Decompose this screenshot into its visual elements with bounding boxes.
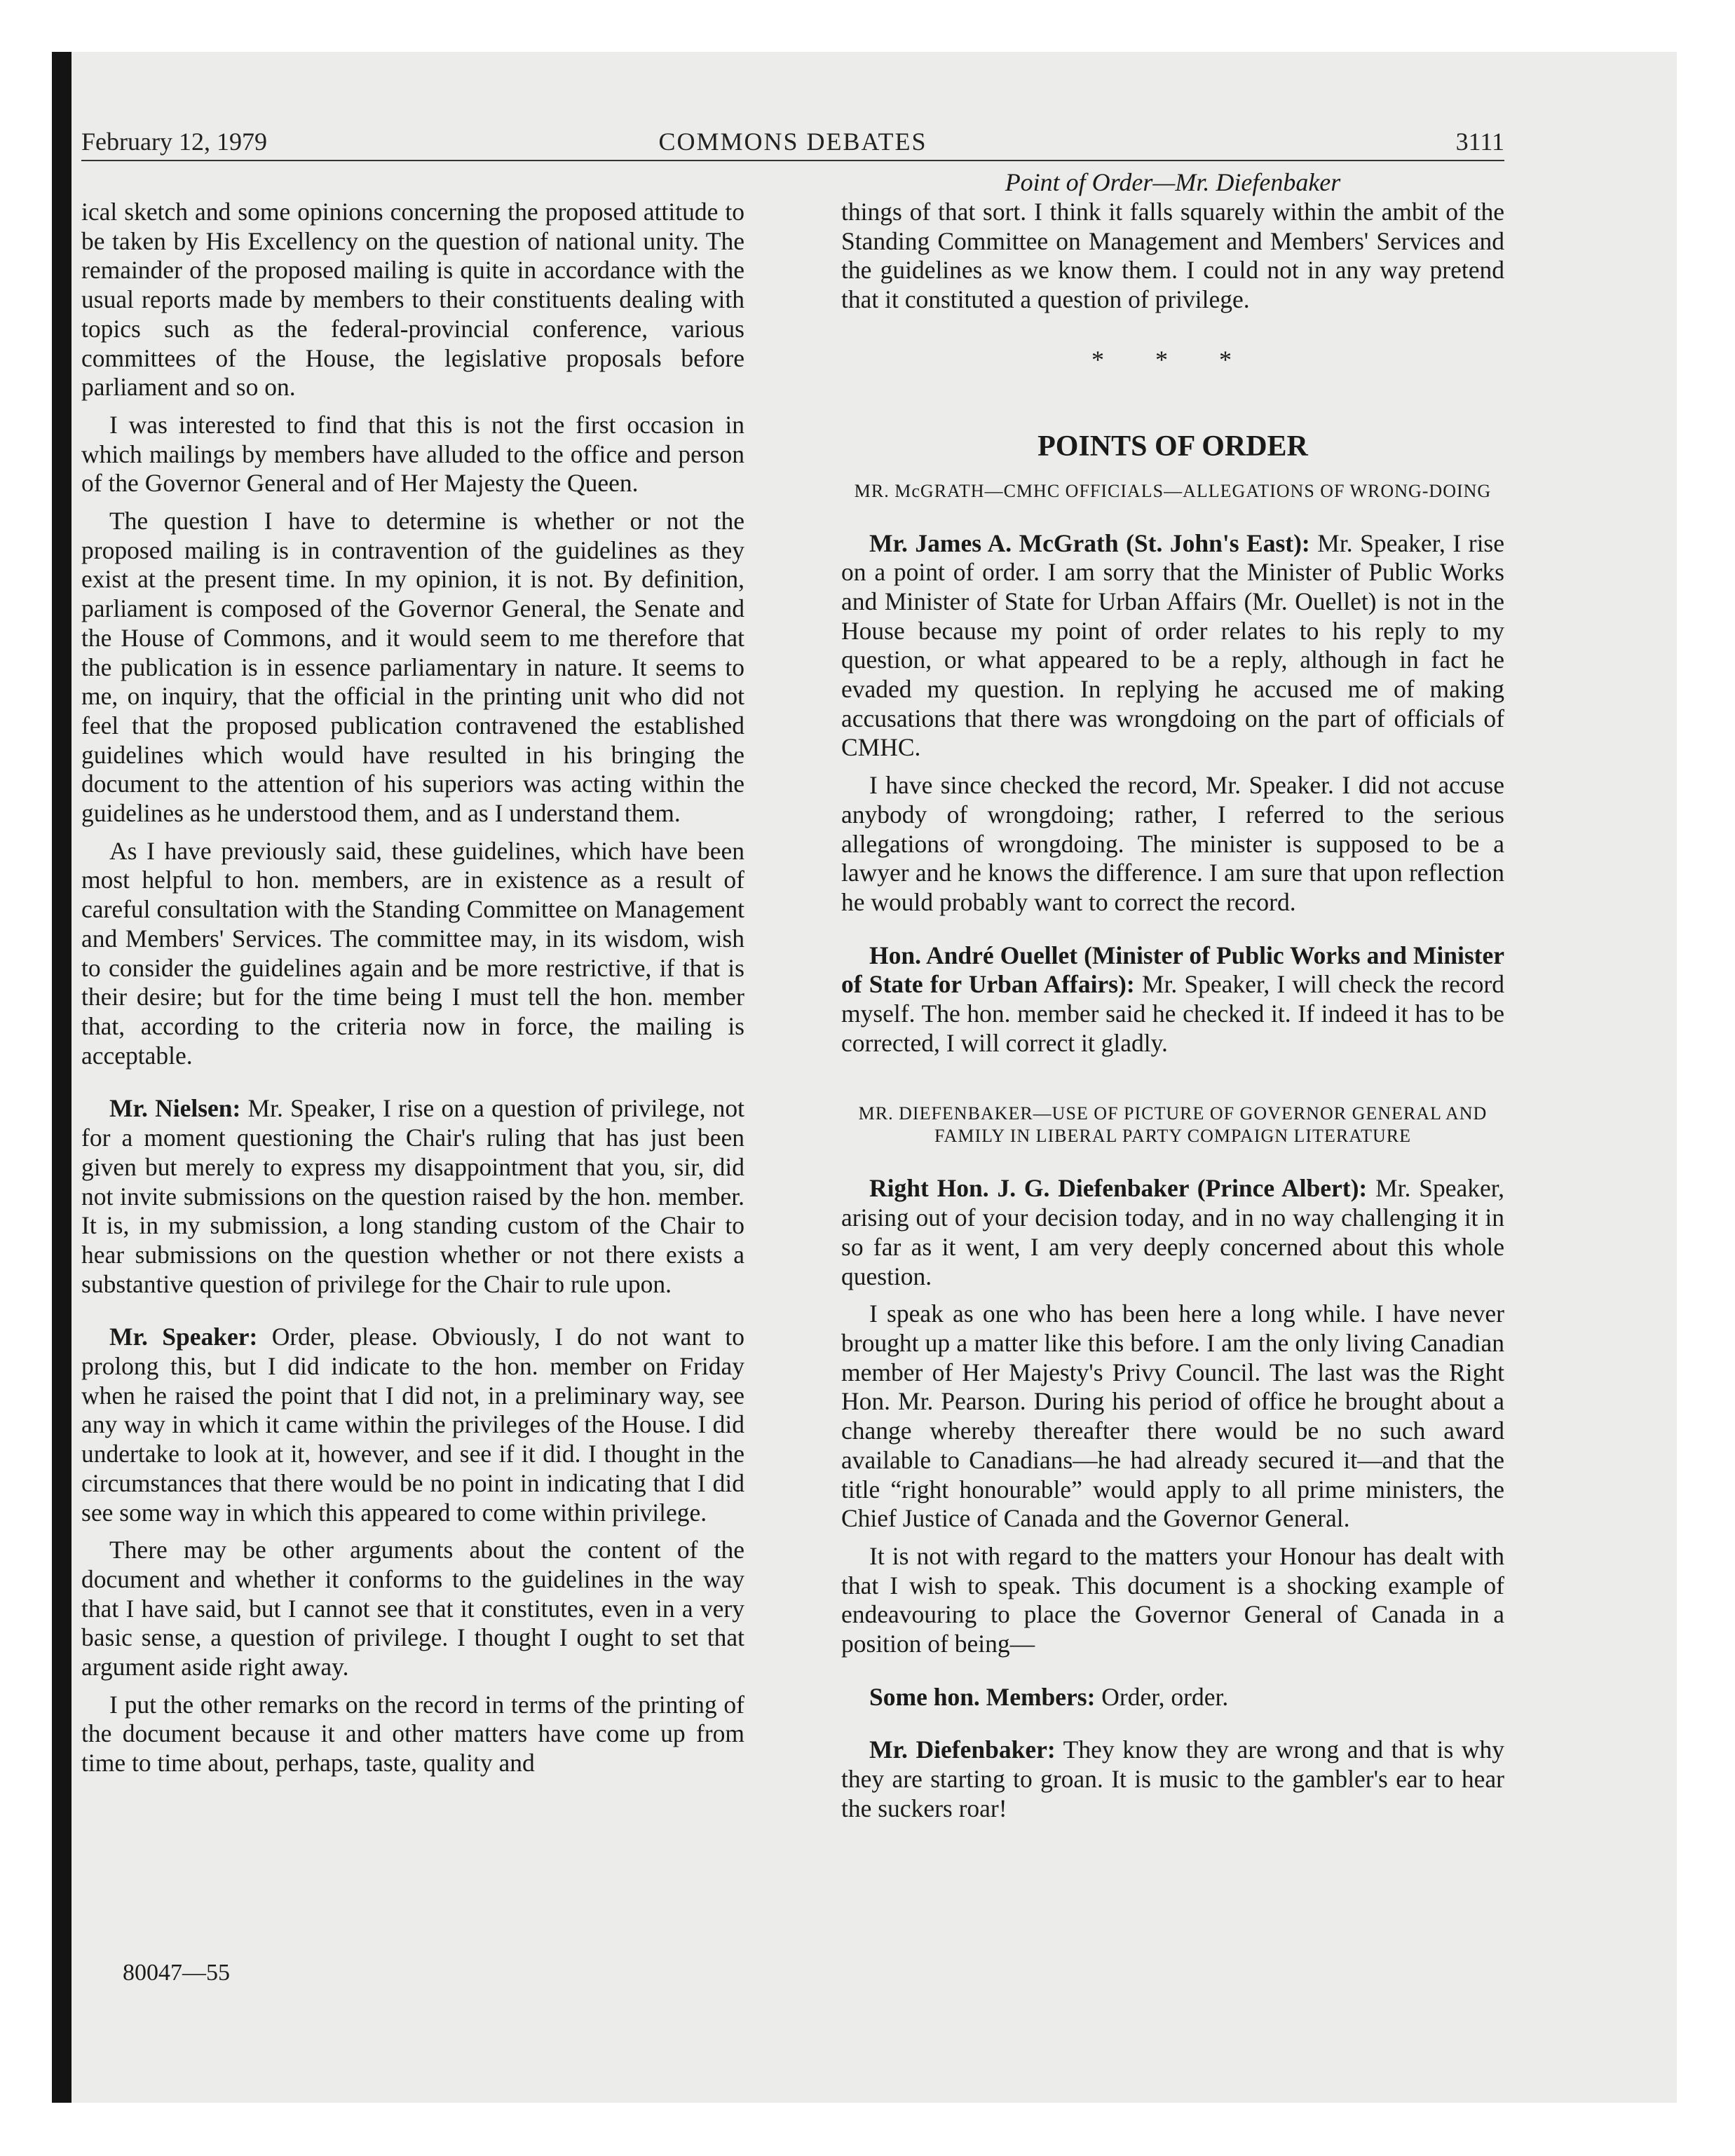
speech-paragraph [841,1174,1504,1291]
paragraph: I was interested to find that this is not the first occasion in which mailings by members have alluded to the office and person of the Governor General and of Her Majesty the Queen. [81,410,744,498]
paragraph: I put the other remarks on the record in terms of the printing of the document because it and other matters have come up from time to time about, perhaps, taste, quality and [81,1690,744,1778]
subheading: MR. McGRATH—CMHC OFFICIALS—ALLEGATIONS OF WRONG-DOING [854,480,1492,501]
speaker-name: Hon. André Ouellet (Minister of Public Works and Minister of State for Urban Affairs): [841,941,1504,999]
speech-text: Mr. Speaker, arising out of your decision today, and in no way challenging it in so far as it went, I am very deeply concerned about this whole question. [841,1174,1505,1290]
paragraph: It is not with regard to the matters your Honour has dealt with that I wish to speak. This document is a shocking example of endeavouring to place the Governor General of Canada in a position of being— [841,1541,1504,1658]
speech-text: Mr. Speaker, I rise on a question of privilege, not for a moment questioning the Chair's ruling that has just been given but merely to express my disappointment that you, sir, did not invite submissions on the question raised by the hon. member. It is, in my submission, a long standing custom of the Chair to hear submissions on the question whether or not there exists a substantive question of privilege for the Chair to rule upon. [81,1094,744,1298]
speech-paragraph [841,1683,1504,1712]
speech-text: Mr. Speaker, I will check the record myself. The hon. member said he checked it. If indeed it has to be corrected, I will correct it gladly. [841,970,1505,1057]
running-head: Point of Order—Mr. Diefenbaker [1005,168,1341,196]
paragraph: things of that sort. I think it falls squarely within the ambit of the Standing Committee on Management and Members' Services and the guidelines as we know them. I could not in any way pretend that it constituted a question of privilege. [841,198,1504,314]
right-column [841,198,1504,1832]
speaker-name: Some hon. Members: [869,1682,1096,1711]
header-title: COMMONS DEBATES [658,128,927,156]
paragraph: I have since checked the record, Mr. Speaker. I did not accuse anybody of wrongdoing; rather, I referred to the serious allegations of wrongdoing. The minister is supposed to be a lawyer and he knows the difference. I am sure that upon reflection he would probably want to correct the record. [841,771,1504,916]
paragraph: ical sketch and some opinions concerning the proposed attitude to be taken by His Excellency on the question of national unity. The remainder of the proposed mailing is quite in accordance with the usual reports made by members to their constituents dealing with topics such as the federal-provincial conference, various committees of the House, the legislative proposals before parliament and so on. [81,198,744,402]
speech-paragraph [81,1323,744,1527]
speech-text: Order, please. Obviously, I do not want to prolong this, but I did indicate to the hon. member on Friday when he raised the point that I did not, in a preliminary way, see any way in which it came within the privileges of the House. I did undertake to look at it, however, and see if it did. I thought in the circumstances that there would be no point in indicating that I did see some way in which this appeared to come within privilege. [81,1323,745,1527]
paragraph: I speak as one who has been here a long while. I have never brought up a matter like this before. I am the only living Canadian member of Her Majesty's Privy Council. The last was the Right Hon. Mr. Pearson. During his period of office he brought about a change whereby thereafter there would be no such award available to Canadians—he had already secured it—and that the title “right honourable” would apply to all prime ministers, the Chief Justice of Canada and the Governor General. [841,1299,1504,1533]
paragraph: The question I have to determine is whether or not the proposed mailing is in contravention of the guidelines as they exist at the present time. In my opinion, it is not. By definition, parliament is composed of the Governor General, the Senate and the House of Commons, and it would seem to me therefore that the publication is in essence parliamentary in nature. It seems to me, on inquiry, that the official in the printing unit who did not feel that the proposed publication contravened the established guidelines which would have resulted in his bringing the document to the attention of his superiors was acting within the guidelines as he understood them, and as I understand them. [81,507,744,828]
speaker-name: Right Hon. J. G. Diefenbaker (Prince Albert): [869,1174,1368,1203]
section-separator: * * * [1091,345,1254,374]
speech-text: Mr. Speaker, I rise on a point of order. I am sorry that the Minister of Public Works and Minister of State for Urban Affairs (Mr. Ouellet) is not in the House because my point of order relates to his reply to my question, or what appeared to be a reply, although in fact he evaded my question. In replying he accused me of making accusations that there was wrongdoing on the part of officials of CMHC. [841,528,1504,762]
speaker-name: Mr. Speaker: [109,1323,258,1351]
page-header [81,123,1504,161]
speaker-name: Mr. Diefenbaker: [869,1735,1056,1764]
speaker-name: Mr. James A. McGrath (St. John's East): [869,528,1310,557]
speech-paragraph [841,1735,1504,1823]
footer-code: 80047—55 [123,1960,230,1986]
speech-paragraph [841,529,1504,763]
speech-text: Order, order. [1095,1682,1229,1711]
header-date: February 12, 1979 [81,128,267,156]
speaker-name: Mr. Nielsen: [109,1094,241,1123]
speech-paragraph [81,1094,744,1299]
subheading: MR. DIEFENBAKER—USE OF PICTURE OF GOVERNOR GENERAL AND FAMILY IN LIBERAL PARTY COMPAIGN LITERATURE [858,1103,1488,1147]
paragraph: As I have previously said, these guidelines, which have been most helpful to hon. members, are in existence as a result of careful consultation with the Standing Committee on Management and Members' Services. The committee may, in its wisdom, wish to consider the guidelines again and be more restrictive, if that is their desire; but for the time being I must tell the hon. member that, according to the criteria now in force, the mailing is acceptable. [81,836,744,1070]
left-column [81,198,744,1787]
paragraph: There may be other arguments about the content of the document and whether it conforms to the guidelines in the way that I have said, but I cannot see that it constitutes, even in a very basic sense, a question of privilege. I thought I ought to set that argument aside right away. [81,1536,744,1681]
scan-edge [52,52,72,2103]
speech-paragraph [841,941,1504,1058]
speech-text: They know they are wrong and that is why they are starting to groan. It is music to the gambler's ear to hear the suckers roar! [841,1735,1505,1822]
header-page-number: 3111 [1455,128,1504,156]
section-title: POINTS OF ORDER [1037,430,1308,463]
